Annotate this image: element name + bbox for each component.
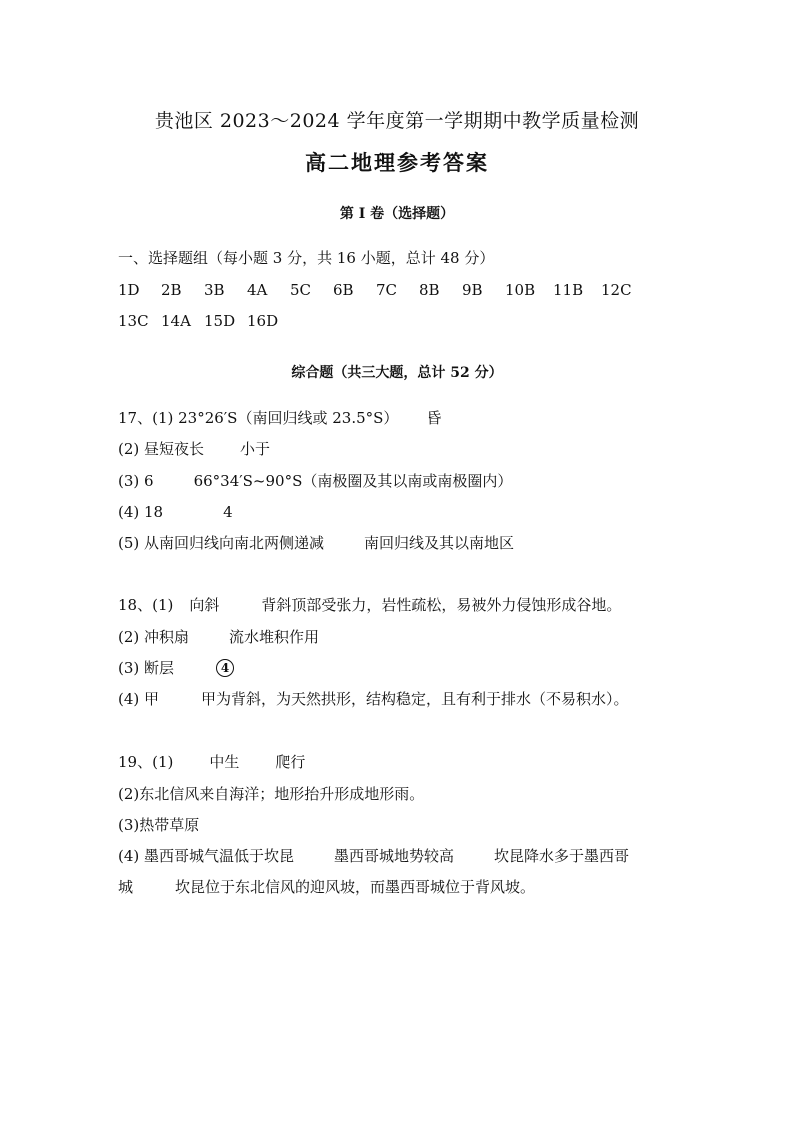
q18-4-answer-b: 甲为背斜，为天然拱形，结构稳定，且有利于排水（不易积水）。 — [201, 690, 629, 708]
mc-answer: 7C — [376, 281, 398, 299]
q19-1-answer-c: 爬行 — [275, 753, 306, 771]
mc-answers-row-2 — [118, 311, 290, 331]
circled-number-4-icon: 4 — [216, 659, 234, 677]
q17-2-answer-b: 小于 — [240, 440, 271, 458]
q17-4-answer-a: (4) 18 — [118, 503, 164, 521]
q18-1-answer-c: 背斜顶部受张力，岩性疏松，易被外力侵蚀形成谷地。 — [261, 596, 622, 614]
mc-answer: 9B — [462, 281, 483, 299]
mc-answer: 15D — [204, 312, 236, 330]
q17-5-answer-a: (5) 从南回归线向南北两侧递减 — [118, 534, 325, 552]
q19-4-answer-b: 墨西哥城地势较高 — [334, 847, 455, 865]
mc-answer: 4A — [247, 281, 268, 299]
mc-answer: 1D — [118, 281, 140, 299]
mc-answer: 12C — [601, 281, 632, 299]
exam-title: 贵池区 2023～2024 学年度第一学期期中教学质量检测 — [154, 110, 640, 132]
q17-line-4 — [118, 502, 233, 522]
q17-line-3 — [118, 471, 512, 491]
q19-line-3: (3)热带草原 — [118, 816, 200, 834]
mc-answer: 8B — [419, 281, 440, 299]
mc-answers-row-1 — [118, 280, 644, 300]
q18-3-answer-a: (3) 断层 — [118, 659, 175, 677]
document-subtitle: 高二地理参考答案 — [305, 150, 489, 175]
part1-instruction: 一、选择题组（每小题 3 分，共 16 小题，总计 48 分） — [118, 249, 495, 267]
q17-line-5 — [118, 533, 514, 553]
mc-answer: 2B — [161, 281, 182, 299]
part1-heading: 第 I 卷（选择题） — [339, 206, 455, 222]
q18-1-answer-a: 18、(1) — [118, 596, 174, 614]
q17-5-answer-b: 南回归线及其以南地区 — [364, 534, 515, 552]
q17-line-1 — [118, 408, 441, 428]
q18-4-answer-a: (4) 甲 — [118, 690, 160, 708]
q18-1-answer-b: 向斜 — [189, 596, 220, 614]
q19-line-1 — [118, 752, 305, 772]
mc-answer: 6B — [333, 281, 354, 299]
q18-2-answer-a: (2) 冲积扇 — [118, 628, 190, 646]
mc-answer: 3B — [204, 281, 225, 299]
q17-1-answer-b: 昏 — [426, 409, 442, 427]
q17-2-answer-a: (2) 昼短夜长 — [118, 440, 205, 458]
q18-2-answer-b: 流水堆积作用 — [229, 628, 320, 646]
q18-line-3 — [118, 658, 234, 678]
mc-answer: 14A — [161, 312, 191, 330]
q17-3-answer-a: (3) 6 — [118, 472, 154, 490]
q19-line-2: (2)东北信风来自海洋；地形抬升形成地形雨。 — [118, 785, 425, 803]
q17-line-2 — [118, 439, 270, 459]
q19-4-answer-c: 坎昆降水多于墨西哥 — [494, 847, 630, 865]
q19-1-answer-a: 19、(1) — [118, 753, 174, 771]
q19-line-4 — [118, 846, 629, 866]
q19-4-answer-c-cont: 城 — [118, 878, 134, 896]
mc-answer: 11B — [553, 281, 584, 299]
mc-answer: 5C — [290, 281, 312, 299]
q19-1-answer-b: 中生 — [209, 753, 240, 771]
q18-line-1 — [118, 595, 621, 615]
mc-answer: 10B — [505, 281, 536, 299]
q18-line-2 — [118, 627, 319, 647]
q17-3-answer-b: 66°34′S~90°S（南极圈及其以南或南极圈内） — [193, 472, 513, 490]
q19-4-answer-a: (4) 墨西哥城气温低于坎昆 — [118, 847, 295, 865]
q17-4-answer-b: 4 — [223, 503, 233, 521]
q18-line-4 — [118, 689, 629, 709]
q19-line-5 — [118, 877, 535, 897]
q19-4-answer-d: 坎昆位于东北信风的迎风坡，而墨西哥城位于背风坡。 — [175, 878, 536, 896]
part2-heading: 综合题（共三大题，总计 52 分） — [291, 365, 503, 381]
mc-answer: 13C — [118, 312, 149, 330]
mc-answer: 16D — [247, 312, 279, 330]
q17-1-answer-a: 17、(1) 23°26′S（南回归线或 23.5°S） — [118, 409, 399, 427]
